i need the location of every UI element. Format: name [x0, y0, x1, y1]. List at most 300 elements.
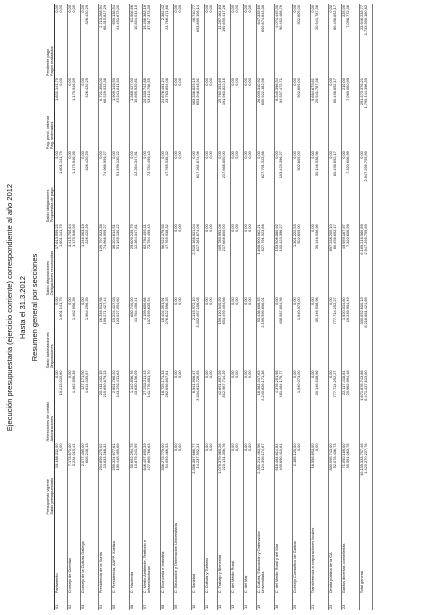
amount-line-2: 1.175.946,95	[71, 151, 77, 174]
amount-line-1: 11.287.464,63	[217, 5, 223, 30]
amount-cell	[257, 296, 275, 369]
section-name: C. Cultura y Turismo	[204, 557, 210, 594]
amount-cell	[143, 443, 161, 516]
amount-line-2: 12.264.347,81	[133, 151, 139, 177]
section-code: 08	[160, 604, 166, 609]
amount-line-1: 0,00	[173, 443, 179, 452]
amount-line-2: 23.766.471,66	[164, 5, 170, 30]
amount-cell	[192, 443, 205, 516]
amount-line-2: 2.947.295.755,89	[363, 151, 369, 182]
amount-line-1: 63.794.495,11	[142, 224, 148, 249]
amount-cell	[293, 77, 311, 150]
amount-line-1: 0,00	[243, 151, 249, 159]
section-code: 09	[173, 604, 179, 609]
amount-cell	[257, 150, 275, 223]
amount-line-1: 210,00	[341, 78, 347, 91]
amount-line-1: 0,00	[359, 151, 365, 159]
amount-cell	[68, 443, 81, 516]
amount-line-2: 23.833.268,32	[102, 443, 108, 469]
amount-line-2: 0,00	[234, 370, 240, 378]
amount-line-2: 326.420,29	[84, 151, 90, 171]
amount-line-1: 291.373.376,21	[359, 78, 365, 106]
amount-line-2: 30.146.538,96	[314, 224, 320, 250]
table-row	[68, 4, 81, 610]
column-subheader: Obligaciones reconocidas	[50, 223, 55, 296]
amount-line-1: 55.652.294,75	[129, 443, 135, 469]
amount-cell	[311, 77, 329, 150]
amount-cell	[205, 369, 218, 442]
section-name: C. Educación y Ordenación Universitaria	[173, 523, 179, 594]
amount-line-1: 2.713.268,94	[98, 5, 104, 28]
amount-line-1: 0,00	[310, 151, 316, 159]
amount-cell	[293, 296, 311, 369]
amount-line-1: 15.496.383,16	[142, 5, 148, 30]
amount-cell	[161, 77, 174, 150]
amount-line-1: 159.120.940,59	[217, 297, 223, 325]
section-code: 07	[142, 604, 148, 609]
amount-line-2: 94.537.472,71	[278, 78, 284, 103]
amount-cell	[231, 296, 244, 369]
amount-line-1: 0,00	[173, 78, 179, 86]
amount-line-2: 653.946.048,91	[195, 78, 201, 106]
amount-cell	[55, 150, 68, 223]
section-name: C. Trabajo y Bienestar	[217, 554, 223, 594]
amount-line-1: 1.601.141,75	[54, 78, 60, 101]
amount-cell	[112, 150, 130, 223]
section-code: 10	[191, 604, 197, 609]
table-row	[99, 4, 112, 610]
amount-line-1: 0,00	[67, 151, 73, 159]
amount-line-2: 143.251.411,63	[115, 370, 121, 398]
amount-cell	[244, 150, 257, 223]
amount-cell	[99, 150, 112, 223]
amount-line-2: 1.462.956,39	[71, 370, 77, 394]
amount-line-2: 80.456.652,17	[332, 224, 338, 250]
document-summary-heading: Resumen general por secciones	[30, 253, 39, 362]
amount-line-1: 4.376.251,98	[274, 370, 280, 394]
amount-line-2: 812.567.714,29	[221, 370, 227, 398]
amount-line-2: 80.456.652,17	[332, 151, 338, 177]
amount-line-2: 0,00	[208, 151, 214, 159]
amount-cell	[55, 77, 68, 150]
amount-line-1: 8.345.396,54	[274, 78, 280, 101]
amount-line-2: 199.271.427,44	[102, 297, 108, 325]
amount-cell	[99, 4, 112, 77]
section-name: Parlamento	[54, 573, 60, 594]
column-header: Pag. pend. ordenar	[45, 115, 50, 150]
amount-line-1: 6.941.906,47	[191, 370, 197, 394]
section-code: 14	[243, 604, 249, 609]
amount-line-1: 25.760.353,69	[217, 78, 223, 103]
amount-cell	[112, 296, 130, 369]
amount-line-1: 405.789.993,06	[217, 224, 223, 252]
amount-line-2: 14.237.502,21	[195, 443, 201, 469]
amount-line-2: 0,00	[177, 443, 183, 452]
amount-line-1: 61.906,66	[129, 5, 135, 23]
amount-line-1: 17.613.559,23	[54, 224, 60, 250]
amount-cell	[329, 77, 342, 150]
amount-line-2: 7.320.606,99	[345, 224, 351, 247]
amount-line-1: 3.415.700,64	[67, 224, 73, 247]
amount-cell	[311, 223, 329, 296]
amount-cell	[99, 223, 112, 296]
amount-line-1: 0,00	[173, 224, 179, 232]
amount-line-1: 1.142.896,76	[129, 370, 135, 394]
amount-line-2: 44.491.673,00	[115, 5, 121, 30]
section-name: C. Hacienda	[129, 571, 135, 594]
amount-cell	[329, 443, 342, 516]
amount-cell	[231, 223, 244, 296]
table-row	[143, 4, 161, 610]
table-row	[81, 4, 99, 610]
amount-cell	[161, 150, 174, 223]
amount-cell	[311, 150, 329, 223]
amount-cell	[360, 150, 373, 223]
amount-line-2: 0,00	[234, 151, 240, 159]
amount-cell	[218, 77, 231, 150]
amount-cell	[329, 4, 342, 77]
section-code: 23	[341, 604, 347, 609]
amount-cell	[68, 223, 81, 296]
table-row	[244, 4, 257, 610]
amount-line-2: 0,00	[177, 5, 183, 13]
amount-line-1: 0,00	[328, 5, 334, 13]
section-code: 12	[217, 604, 223, 609]
amount-line-2: 103.423.396,27	[278, 151, 284, 179]
amount-line-1: 0,00	[204, 78, 210, 86]
amount-line-2: 217.668.800,00	[221, 151, 227, 179]
amount-line-2: 0,00	[247, 224, 253, 232]
table-body	[55, 4, 373, 610]
amount-line-2: 80.456.652,17	[332, 5, 338, 30]
amount-cell	[244, 296, 257, 369]
section-name: Consejo Consultivo de Galicia	[292, 541, 298, 594]
section-code: 16	[274, 604, 280, 609]
amount-line-2: 0,00	[208, 370, 214, 378]
amount-line-2: 502.605,00	[296, 151, 302, 171]
amount-line-1: 255.324.677,61	[111, 443, 117, 471]
amount-cell	[192, 4, 205, 77]
amount-line-1: 0,00	[173, 370, 179, 378]
amount-line-1: 0,00	[292, 5, 298, 13]
amount-line-1: 0,00	[204, 151, 210, 159]
amount-line-2: 30.146.538,96	[314, 297, 320, 323]
amount-cell	[275, 296, 293, 369]
amount-line-2: 74.968.959,27	[102, 224, 108, 250]
amount-line-1: 0,00	[256, 151, 262, 159]
amount-line-2: 0,00	[208, 224, 214, 232]
amount-line-1: 1.671.876.743,88	[359, 370, 365, 401]
amount-cell	[244, 223, 257, 296]
amount-line-2: 2.947.295.755,89	[363, 224, 369, 255]
section-name: C. Presidencia, AAPP. Xustiza	[111, 541, 117, 594]
amount-cell	[275, 150, 293, 223]
column-subheader: Pag. ordenados	[50, 77, 55, 150]
amount-line-2: 1.733.590.160,62	[363, 5, 369, 36]
amount-line-2: 43.630.156,09	[133, 370, 139, 396]
amount-line-2: 0,00	[234, 5, 240, 13]
amount-line-2: 777.714.252,27	[332, 370, 338, 398]
amount-line-1: 0,00	[160, 151, 166, 159]
amount-line-2: 600.922.182,98	[260, 78, 266, 106]
amount-line-2: 1.795.144.396,39	[363, 78, 369, 109]
amount-line-1: 0,00	[243, 224, 249, 232]
amount-line-1: 0,00	[204, 443, 210, 452]
amount-line-1: 9.664.675,61	[310, 78, 316, 101]
amount-cell	[257, 443, 275, 516]
amount-line-2: 627.791.523,86	[260, 151, 266, 179]
amount-cell	[161, 223, 174, 296]
section-name: Gastos diversas consellerías	[341, 543, 347, 594]
amount-line-2: 80.456.652,17	[332, 78, 338, 103]
amount-line-2: 0,00	[247, 78, 253, 86]
amount-line-1: 0,00	[80, 78, 86, 86]
amount-line-1: 0,00	[54, 370, 60, 378]
amount-line-1: 0,00	[80, 5, 86, 13]
amount-cell	[360, 296, 373, 369]
section-name: C. Economía e Industria	[160, 551, 166, 594]
amount-line-1: 646.407.650,29	[142, 443, 148, 471]
amount-line-1: 1.909.149,50	[111, 78, 117, 101]
amount-line-1: 10.139.333.757,48	[359, 443, 365, 476]
amount-line-1: 356.273.779,00	[160, 443, 166, 471]
amount-line-1: 49.959.167,97	[341, 224, 347, 250]
column-subheader: Saldo presupuestario	[50, 443, 55, 516]
amount-cell	[311, 369, 329, 442]
amount-line-2: 1.175.946,95	[71, 224, 77, 247]
amount-line-1: 1.246.063,19	[80, 224, 86, 247]
section-code: 06	[129, 604, 135, 609]
amount-line-2: 133.027.054,60	[115, 297, 121, 325]
amount-cell	[275, 77, 293, 150]
amount-cell	[360, 77, 373, 150]
amount-cell	[192, 77, 205, 150]
amount-line-2: 2.199.599.606,01	[260, 297, 266, 328]
amount-line-1: 0,00	[54, 297, 60, 305]
amount-cell	[112, 4, 130, 77]
amount-cell	[231, 150, 244, 223]
amount-cell	[99, 296, 112, 369]
amount-cell	[81, 77, 99, 150]
amount-cell	[161, 296, 174, 369]
amount-cell	[218, 4, 231, 77]
section-name: C. del Mar	[243, 575, 249, 594]
amount-cell	[360, 223, 373, 296]
amount-line-1: 0,00	[230, 443, 236, 452]
section-name: Deuda pública de la CA	[328, 552, 334, 594]
column-header: Retenciones de crédito	[45, 401, 50, 442]
amount-line-1: 0,00	[173, 297, 179, 305]
amount-line-2: 627.791.523,86	[260, 224, 266, 252]
amount-cell	[161, 369, 174, 442]
section-code: 22	[328, 604, 334, 609]
amount-line-1: 647.339,60	[256, 5, 262, 25]
amount-line-2: 51.159.130,22	[115, 224, 121, 250]
amount-line-2: 20.541.787,36	[314, 78, 320, 103]
column-subheader: Pagos realizados	[50, 4, 55, 77]
amount-line-2: 0,00	[58, 443, 64, 452]
amount-cell	[342, 296, 360, 369]
amount-cell	[81, 223, 99, 296]
amount-line-2: 0,00	[234, 297, 240, 305]
amount-cell	[99, 443, 112, 516]
amount-cell	[81, 369, 99, 442]
amount-cell	[205, 296, 218, 369]
amount-line-2: 191.963.822,18	[221, 78, 227, 106]
amount-line-1: 18.404.351,91	[160, 297, 166, 323]
amount-line-2: 54.059.466,33	[164, 443, 170, 469]
amount-line-1: 0,00	[292, 370, 298, 378]
amount-cell	[218, 296, 231, 369]
amount-cell	[112, 443, 130, 516]
amount-line-2: 141.776.881,70	[146, 370, 152, 398]
amount-line-2: 0,00	[208, 5, 214, 13]
amount-line-1: 0,00	[328, 297, 334, 305]
amount-cell	[218, 150, 231, 223]
amount-line-1: 0,00	[67, 297, 73, 305]
amount-line-1: 2.801.768,40	[111, 370, 117, 394]
amount-cell	[174, 4, 192, 77]
amount-line-2: 653.899.108,14	[195, 5, 201, 33]
amount-cell	[174, 443, 192, 516]
amount-line-2: 1.964.256,39	[84, 297, 90, 321]
amount-line-2: 10.834.014,15	[133, 5, 139, 30]
amount-cell	[99, 77, 112, 150]
amount-cell	[130, 443, 143, 516]
amount-cell	[311, 443, 329, 516]
table-row	[192, 4, 205, 610]
amount-cell	[81, 296, 99, 369]
amount-cell	[342, 4, 360, 77]
amount-cell	[174, 223, 192, 296]
amount-cell	[112, 369, 130, 442]
table-row	[161, 4, 174, 610]
amount-line-1: 163.336.825,15	[191, 78, 197, 106]
section-code: 13	[230, 604, 236, 609]
amount-cell	[55, 4, 68, 77]
amount-line-2: 190.448.495,69	[115, 443, 121, 471]
section-name: C. Cultura, Educación y Ordenación Universitaria	[256, 531, 266, 594]
amount-line-1: 0,00	[230, 224, 236, 232]
amount-line-2: 0,00	[177, 370, 183, 378]
amount-line-1: 0,00	[54, 5, 60, 13]
amount-cell	[192, 223, 205, 296]
amount-line-1: 103.506.880,92	[274, 224, 280, 252]
amount-line-2: 0,00	[208, 443, 214, 452]
amount-line-1: 0,00	[204, 370, 210, 378]
amount-line-1: 10.224.417,03	[111, 297, 117, 323]
section-code: 21	[310, 604, 316, 609]
amount-line-1: 618.484.614,84	[274, 443, 280, 471]
amount-cell	[192, 150, 205, 223]
amount-line-2: 0,00	[247, 370, 253, 378]
amount-line-2: 10.879.241,95	[133, 443, 139, 469]
amount-cell	[293, 369, 311, 442]
amount-line-2: 0,00	[247, 443, 253, 452]
amount-cell	[143, 77, 161, 150]
amount-line-1: 0,00	[230, 297, 236, 305]
table-row	[275, 4, 293, 610]
amount-line-1: 330.052.630,13	[359, 297, 365, 325]
amount-line-1: 0,00	[67, 78, 73, 86]
amount-line-1: 3.356.397.686,77	[191, 443, 197, 474]
section-name: C. Sanidad	[191, 574, 197, 594]
amount-cell	[342, 77, 360, 150]
amount-line-1: 24.676.491,24	[160, 78, 166, 103]
amount-line-1: 0,00	[67, 5, 73, 13]
amount-cell	[143, 150, 161, 223]
amount-cell	[257, 4, 275, 77]
amount-cell	[192, 296, 205, 369]
amount-line-2: 600.674.843,38	[260, 5, 266, 33]
amount-line-2: 30.146.538,96	[314, 151, 320, 177]
amount-line-1: 0,00	[243, 297, 249, 305]
section-code: 04	[98, 604, 104, 609]
amount-line-1: 0,00	[142, 151, 148, 159]
amount-line-1: 0,00	[230, 78, 236, 86]
amount-line-1: 2.185.120,00	[292, 443, 298, 467]
amount-line-2: 0,00	[314, 443, 320, 452]
amount-cell	[257, 369, 275, 442]
amount-cell	[68, 296, 81, 369]
amount-line-2: 215.650.679,23	[102, 370, 108, 398]
amount-line-2: 0,00	[177, 78, 183, 86]
amount-line-2: 68.315.827,29	[102, 5, 108, 30]
amount-cell	[68, 4, 81, 77]
amount-line-2: 481.484.179,77	[278, 370, 284, 398]
amount-cell	[205, 223, 218, 296]
amount-line-2: 0,00	[58, 78, 64, 86]
amount-line-1: 0,00	[217, 151, 223, 159]
amount-line-2: 37.917.373,39	[146, 5, 152, 30]
table-row	[311, 4, 329, 610]
amount-line-2: 3.332.467.156,08	[195, 297, 201, 328]
amount-line-1: 650.138,54	[111, 5, 117, 25]
amount-line-2: 0,00	[208, 78, 214, 86]
amount-line-1: 19.488.311,00	[54, 443, 60, 469]
column-header: Saldo disposiciones	[45, 260, 50, 296]
amount-line-1: 2.515.168.921,04	[191, 224, 197, 255]
amount-line-1: 16.246.513,58	[98, 297, 104, 323]
amount-cell	[130, 150, 143, 223]
amount-line-1: 1.920.014,80	[341, 297, 347, 321]
amount-cell	[68, 77, 81, 150]
amount-cell	[360, 369, 373, 442]
amount-line-2: 23.763.854,08	[164, 78, 170, 103]
amount-line-2: 190.655.417,26	[221, 5, 227, 33]
amount-cell	[342, 369, 360, 442]
amount-cell	[143, 223, 161, 296]
amount-line-1: 2.077.495,00	[80, 443, 86, 467]
amount-line-1: 6.721.308,00	[98, 78, 104, 101]
table-row	[112, 4, 130, 610]
amount-line-2: 8.218.881.424,89	[363, 297, 369, 328]
amount-cell	[329, 223, 342, 296]
amount-line-1: 1.301.222,53	[292, 224, 298, 247]
amount-line-2: 10.895.920,81	[133, 78, 139, 103]
amount-line-2: 1.614.035,67	[84, 370, 90, 394]
amount-line-2: 0,00	[177, 151, 183, 159]
amount-line-1: 225,00	[341, 5, 347, 17]
amount-line-1: 4.074.445,30	[274, 5, 280, 28]
amount-cell	[130, 223, 143, 296]
amount-line-2: 124.399.174,67	[260, 443, 266, 471]
amount-line-1: 96.522.179,93	[160, 224, 166, 250]
amount-cell	[257, 223, 275, 296]
amount-line-1: 680.740,00	[129, 297, 135, 317]
amount-line-2: 1.175.946,95	[71, 78, 77, 101]
amount-cell	[218, 223, 231, 296]
